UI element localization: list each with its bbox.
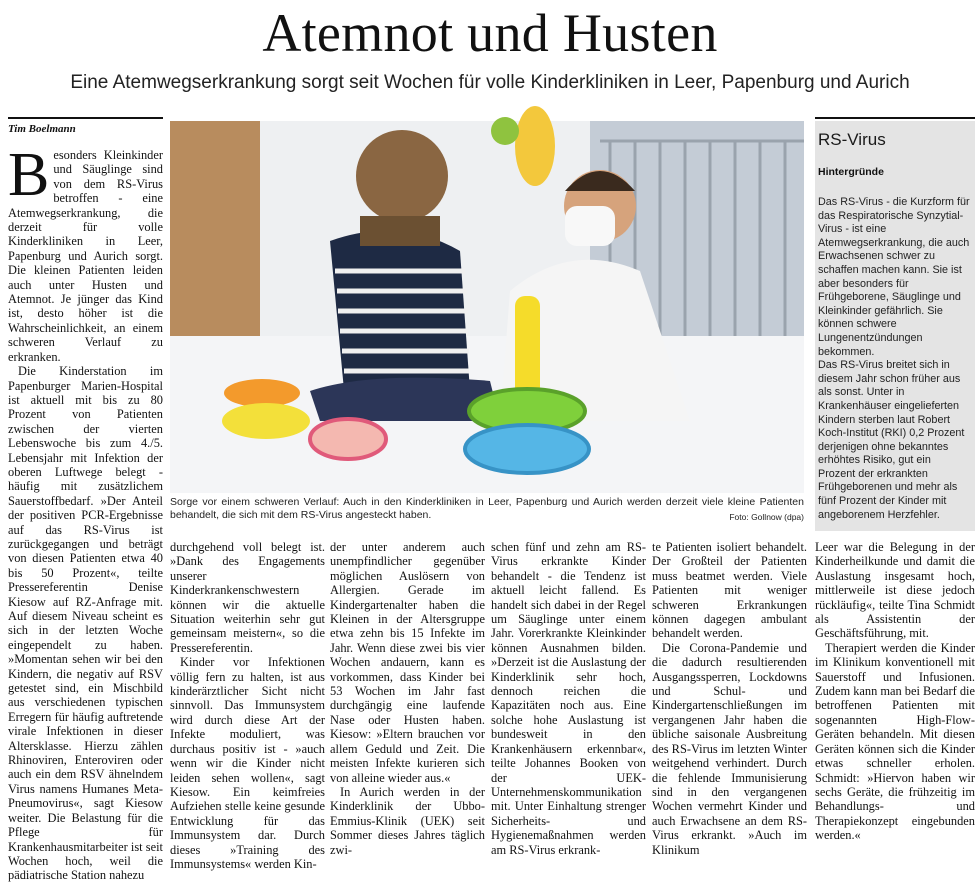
rule-right (815, 117, 975, 119)
infobox-paragraph: Das RS-Virus - die Kurzform für das Respiratorische Synzytial-Virus - ist eine Atemwegserkrankung, die auch Erwachsenen schwer zu schaffen machen kann. Sie ist aber besonders für Frühgeborene, Säuglinge und Kleinkinder gefährlich. Sie können schwere Lungenentzündungen bekommen. (818, 196, 970, 358)
headline: Atemnot und Husten (262, 3, 718, 63)
article-photo (170, 121, 804, 493)
article-column-2 (170, 540, 325, 871)
rule-left (8, 117, 163, 119)
paragraph: durchgehend voll belegt ist. »Dank des Engagements unserer Kinderkrankenschwestern können wir die aktuelle Situation weiterhin sehr gut gemeinsam meistern«, so die Pressereferentin. (170, 540, 325, 655)
paragraph: Leer war die Belegung in der Kinderheilkunde und damit die Auslastung insgesamt hoch, mittlerweile ist diese jedoch rückläufig«, teilte Tina Schmidt als Assistentin der Geschäftsführung, mit. (815, 540, 975, 641)
paragraph: Die Corona-Pandemie und die dadurch resultierenden Ausgangssperren, Lockdowns und Schul- und Kindergartenschließungen im vergangenen Jahr haben die übliche saisonale Ausbreitung des RS-Virus im letzten Winter weitgehend verhindert. Durch die fehlende Immunisierung sind in den vergangenen Wochen vermehrt Kinder und auch Erwachsene an dem RS-Virus erkrankt. »Auch im Klinikum (652, 640, 807, 857)
photo-caption: Sorge vor einem schweren Verlauf: Auch in den Kinderkliniken in Leer, Papenburg und Aurich werden derzeit viele kleine Patienten behandelt, die sich mit dem RS-Virus angesteckt haben. (170, 496, 804, 521)
article-column-3 (330, 540, 485, 857)
paragraph: Die Kinderstation im Papenburger Marien-Hospital ist aktuell mit bis zu 80 Prozent von Patienten zwischen der vierten Lebenswoche bis zum 4./5. Lebensjahr mit Infektion der oberen Luftwege belegt - häufig mit zusätzlichem Sauerstoffbedarf. »Der Anteil der positiven PCR-Ergebnisse auf das RS-Virus ist zurückgegangen und beträgt von diesen Patienten etwa 40 bis 50 Prozent«, teilte Pressereferentin Denise Kiesow auf RZ-Anfrage mit. Auf diesem Niveau scheint es sich in der letzten Woche eingependelt zu haben. »Momentan sehen wir bei den Kindern, die negativ auf RSV getestet sind, ein Mischbild aus verschiedenen typischen Erregern für häufig auftretende virale Infektionen in dieser Altersklasse. Hierzu zählen Rhinoviren, Enteroviren oder auch ein dem RSV ähnelndem Virus namens Humanes Meta-Pneumovirus«, sagt Kiesow weiter. Die Belastung für die Pflege für Krankenhausmitarbeiter ist seit Wochen hoch, weil die pädiatrische Station nahezu (8, 364, 163, 883)
article-column-1 (8, 141, 163, 883)
paragraph: schen fünf und zehn am RS-Virus erkrankte Kinder behandelt - die Tendenz ist aktuell leicht fallend. Es handelt sich dabei in der Regel um Säuglinge unter einem Jahr. Vorerkrankte Kleinkinder können Ausnahmen bilden. »Derzeit ist die Auslastung der Kinderklinik sehr hoch, dennoch reichen die Kapazitäten noch aus. Eine solche hohe Auslastung ist bundesweit in den Krankenhäusern erkennbar«, teilte Johannes Booken von der UEK-Unternehmenskommunikation mit. Unter Einhaltung strenger Sicherheits- und Hygienemaßnahmen werden am RS-Virus erkrank- (491, 540, 646, 857)
infobox-title: RS-Virus (818, 130, 886, 149)
paragraph: esonders Kleinkinder und Säuglinge sind von dem RS-Virus betroffen - eine Atemwegserkrankung, die derzeit für volle Kinderkliniken in Leer, Papenburg und Aurich sorgt. Die kleinen Patienten leiden auch unter Husten und Atemnot. Je jünger das Kind ist, desto höher ist die Wahrscheinlichkeit, an einem schweren Verlauf zu erkranken. (8, 148, 163, 364)
photo-credit: Foto: Gollnow (dpa) (729, 512, 804, 522)
photo-illustration (170, 121, 804, 493)
infobox-subtitle: Hintergründe (818, 166, 884, 178)
article-column-4 (491, 540, 646, 857)
paragraph: In Aurich werden in der Kinderklinik der Ubbo-Emmius-Klinik (UEK) seit Sommer dieses Jahres täglich zwi- (330, 784, 485, 857)
paragraph: te Patienten isoliert behandelt. Der Großteil der Patienten muss beatmet werden. Viele Patienten mit weniger schweren Erkrankungen können dagegen ambulant behandelt werden. (652, 540, 807, 641)
paragraph: Kinder vor Infektionen völlig fern zu halten, ist aus kinderärztlicher Sicht nicht sinnvoll. Das Immunsystem wird durch diese Art der Infekte moduliert, was durchaus positiv ist - »auch wenn wir die Kinder nicht leiden sehen wollen«, sagt Kiesow. Ein keimfreies Aufziehen stelle keine gesunde Entwicklung für das Immunsystem dar. Durch dieses »Training des Immunsystems« werden Kin- (170, 655, 325, 871)
drop-cap: B (8, 141, 50, 209)
article-column-5 (652, 540, 807, 857)
infobox-text (818, 196, 970, 522)
infobox-paragraph: Das RS-Virus breitet sich in diesem Jahr schon früher aus als sonst. Unter in Krankenhäuser eingelieferten Kindern sterben laut Robert Koch-Institut (RKI) 0,2 Prozent derjenigen ohne bekanntes erhöhtes Risiko, gut ein Prozent der erkrankten Frühgeborenen und mehr als fünf Prozent der Kinder mit angeborenem Herzfehler. (818, 359, 965, 521)
subheadline: Eine Atemwegserkrankung sorgt seit Wochen für volle Kinderkliniken in Leer, Papenburg und Aurich (70, 72, 910, 93)
article-column-6 (815, 540, 975, 844)
paragraph: der unter anderem auch unempfindlicher gegenüber möglichen Auslösern von Allergien. Gerade im Kindergartenalter haben die Kleinen in der Altersgruppe etwa zehn bis 15 Infekte im Jahr. Wenn diese zwei bis vier Wochen andauern, kann es vorkommen, dass Kinder bei 53 Wochen im Jahr fast durchgängig eine laufende Nase oder Husten haben. Kiesow: »Eltern brauchen vor allem Geduld und Zeit. Die meisten Infekte kurieren sich von alleine wieder aus.« (330, 540, 485, 785)
paragraph: Therapiert werden die Kinder im Klinikum konventionell mit Sauerstoff und Infusionen. Zudem kann man bei Bedarf die betroffenen Patienten mit sogenannten High-Flow-Geräten behandeln. Mit diesen Geräten können sich die Kinder etwas schneller erholen. Schmidt: »Hiervon haben wir sechs Geräte, die frühzeitig im Behandlungs- und Therapiekonzept eingebunden werden.« (815, 640, 975, 843)
author-byline: Tim Boelmann (8, 123, 76, 135)
